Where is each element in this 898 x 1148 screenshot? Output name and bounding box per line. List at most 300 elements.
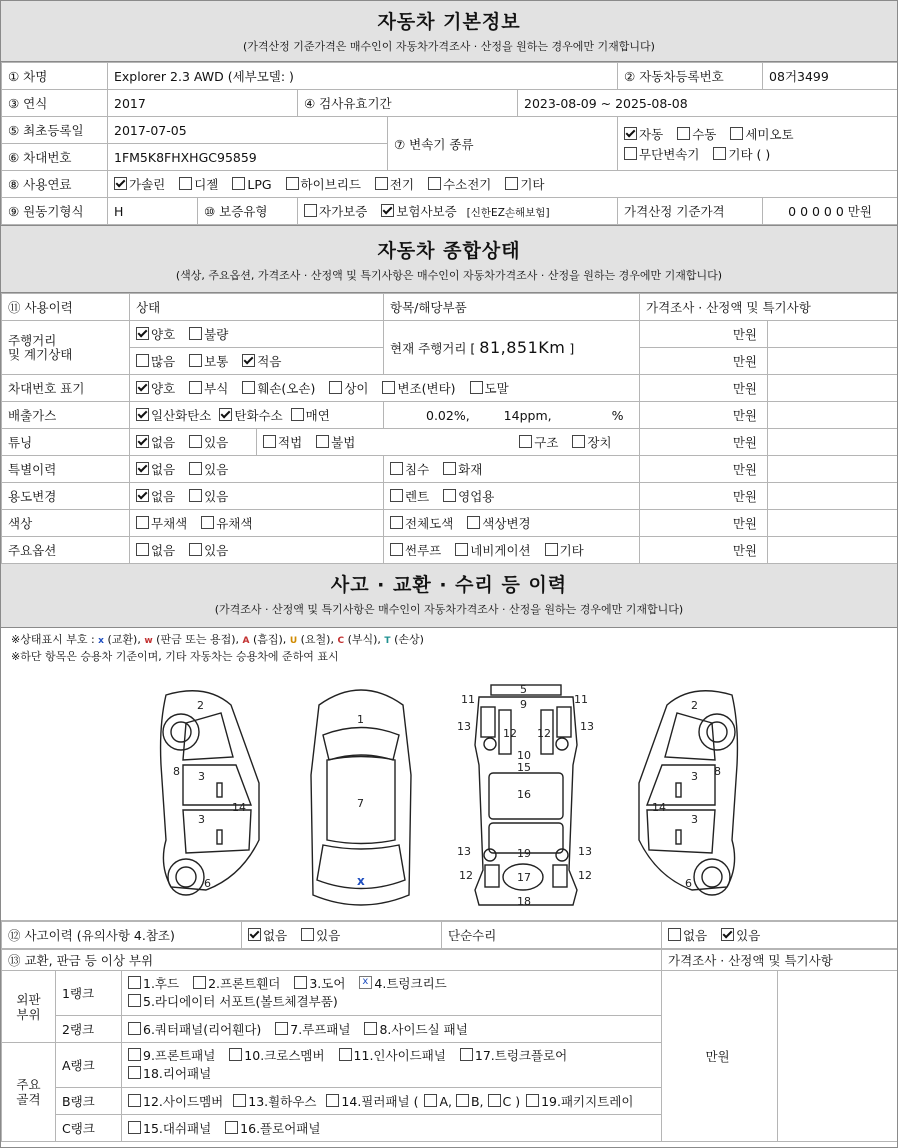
rankA-items [122, 1043, 662, 1088]
part-label-1: 1 [357, 713, 364, 726]
rankC-items [122, 1115, 662, 1142]
vin-mismatch-checkbox[interactable] [329, 381, 342, 394]
quarter-panel-label: 6.쿼터패널(리어휀다) [143, 1022, 262, 1037]
legend-t-symbol: T [384, 636, 391, 646]
pillar-b-label: B, [470, 1094, 484, 1109]
odometer-price-2: 만원 [640, 348, 768, 375]
repair-exists-checkbox[interactable] [721, 928, 734, 941]
part-label-3-right-lower: 3 [691, 813, 698, 826]
part-label-13-rear-left: 13 [457, 845, 471, 858]
accident-history-label: ⑫ 사고이력 (유의사항 4.참조) [2, 922, 242, 949]
legend-t-text: (손상) [394, 633, 424, 646]
engine-label: ⑨ 원동기형식 [2, 198, 108, 225]
warranty-options [298, 198, 618, 225]
legend-note: ※하단 항목은 승용차 기준이며, 기타 자동차는 승용차에 준하여 표시 [11, 650, 339, 663]
special-price: 만원 [640, 456, 768, 483]
full-paint-checkbox[interactable] [390, 516, 403, 529]
simple-repair-label: 단순수리 [442, 922, 662, 949]
vin-corrosion-label: 부식 [204, 381, 229, 396]
legend-prefix: ※상태표시 부호 : [11, 633, 95, 646]
part-label-11-right: 11 [574, 693, 588, 706]
fuel-label: ⑧ 사용연료 [2, 171, 108, 198]
tuning-detail [257, 429, 640, 456]
main-options-state [130, 537, 384, 564]
trunk-floor-checkbox[interactable] [460, 1048, 473, 1061]
special-exists-label: 있음 [204, 462, 229, 477]
mileage-few-checkbox[interactable] [242, 354, 255, 367]
pillar-a-label: A, [439, 1094, 452, 1109]
door-label: 3.도어 [309, 976, 346, 991]
hood-label: 1.후드 [143, 976, 180, 991]
front-fender-label: 2.프론트휀더 [208, 976, 281, 991]
car-name-label: ① 차명 [2, 63, 108, 90]
tuning-exists-label: 있음 [204, 435, 229, 450]
accident-header [1, 564, 897, 628]
vin-altered-label: 변조(변타) [397, 381, 456, 396]
options-none-checkbox[interactable] [136, 543, 149, 556]
accident-history-options [242, 922, 442, 949]
quarter-panel-checkbox[interactable] [128, 1022, 141, 1035]
status-header [1, 225, 897, 293]
fuel-diesel-checkbox[interactable] [179, 177, 192, 190]
options-exists-label: 있음 [204, 543, 229, 558]
fuel-diesel-label: 디젤 [194, 177, 219, 192]
front-fender-checkbox[interactable] [193, 976, 206, 989]
side-member-checkbox[interactable] [128, 1094, 141, 1107]
emission-note [768, 402, 898, 429]
status-title: 자동차 종합상태 [377, 240, 521, 262]
vin-corrosion-checkbox[interactable] [189, 381, 202, 394]
trans-manual-checkbox[interactable] [677, 127, 690, 140]
part-label-14-right: 14 [652, 801, 666, 814]
fuel-gasoline-checkbox[interactable] [114, 177, 127, 190]
radiator-support-label: 5.라디에이터 서포트(볼트체결부품) [143, 994, 338, 1009]
tuning-none-label: 없음 [151, 435, 176, 450]
tuning-illegal-label: 불법 [331, 435, 356, 450]
package-tray-checkbox[interactable] [526, 1094, 539, 1107]
fire-label: 화재 [458, 462, 483, 477]
vin-damage-label: 훼손(오손) [257, 381, 316, 396]
fuel-hybrid-checkbox[interactable] [286, 177, 299, 190]
achromatic-label: 무채색 [151, 516, 188, 531]
part-label-14-left: 14 [232, 801, 246, 814]
inside-panel-label: 11.인사이드패널 [353, 1048, 446, 1063]
options-price: 만원 [640, 537, 768, 564]
fuel-hybrid-label: 하이브리드 [300, 177, 361, 192]
legend-c-symbol: C [337, 636, 345, 646]
usage-change-state [130, 483, 384, 510]
parts-note [778, 971, 898, 1142]
wheel-house-label: 13.휠하우스 [248, 1094, 317, 1109]
special-state [130, 456, 384, 483]
vin-mismatch-label: 상이 [344, 381, 369, 396]
pillar-c-checkbox[interactable] [488, 1094, 501, 1107]
legend-c-text: (부식), [347, 633, 381, 646]
floor-panel-checkbox[interactable] [225, 1121, 238, 1134]
rankC-label: C랭크 [56, 1115, 122, 1142]
vin-smeared-label: 도말 [484, 381, 509, 396]
mileage-many-checkbox[interactable] [136, 354, 149, 367]
usage-exists-checkbox[interactable] [189, 489, 202, 502]
status-symbol-legend [1, 628, 897, 665]
simple-repair-options [662, 922, 898, 949]
fuel-electric-checkbox[interactable] [375, 177, 388, 190]
legend-x-symbol: x [98, 636, 104, 646]
emission-options [130, 402, 384, 429]
odometer-good-label: 양호 [151, 327, 176, 342]
vin-good-label: 양호 [151, 381, 176, 396]
fuel-hydrogen-checkbox[interactable] [428, 177, 441, 190]
trunk-replaced-mark: x [357, 874, 365, 888]
legend-u-text: (요철), [300, 633, 334, 646]
first-reg-label: ⑤ 최초등록일 [2, 117, 108, 144]
part-label-9: 9 [520, 698, 527, 711]
emission-hc-checkbox[interactable] [219, 408, 232, 421]
part-label-6-left: 6 [204, 877, 211, 890]
basic-info-title: 자동차 기본정보 [377, 11, 521, 33]
trans-cvt-checkbox[interactable] [624, 147, 637, 160]
odometer-note-2 [768, 348, 898, 375]
legend-w-symbol: w [144, 636, 153, 646]
part-label-8-right: 8 [714, 765, 721, 778]
transmission-options [618, 117, 898, 171]
tuning-price: 만원 [640, 429, 768, 456]
odometer-note-1 [768, 321, 898, 348]
business-label: 영업용 [458, 489, 495, 504]
odometer-price-1: 만원 [640, 321, 768, 348]
basic-info-header [1, 1, 897, 62]
col-price: 가격조사 · 산정액 및 특기사항 [640, 294, 898, 321]
navigation-checkbox[interactable] [455, 543, 468, 556]
emission-hc-value: 14ppm, [503, 407, 552, 423]
car-left-side-view [161, 691, 259, 895]
color-price: 만원 [640, 510, 768, 537]
part-label-12-rear-left: 12 [459, 869, 473, 882]
reg-no-label: ② 자동차등록번호 [618, 63, 763, 90]
special-label: 특별이력 [2, 456, 130, 483]
odometer-bad-checkbox[interactable] [189, 327, 202, 340]
rent-checkbox[interactable] [390, 489, 403, 502]
part-label-15: 15 [517, 761, 531, 774]
sunroof-checkbox[interactable] [390, 543, 403, 556]
trans-cvt-label: 무단변속기 [639, 146, 700, 162]
mileage-normal-checkbox[interactable] [189, 354, 202, 367]
roof-panel-checkbox[interactable] [275, 1022, 288, 1035]
pillar-panel-checkbox[interactable] [326, 1094, 339, 1107]
part-label-12-inner-right: 12 [537, 727, 551, 740]
part-label-7: 7 [357, 797, 364, 810]
part-label-12-inner-left: 12 [503, 727, 517, 740]
color-detail [384, 510, 640, 537]
mileage-many-label: 많음 [151, 354, 176, 369]
special-note [768, 456, 898, 483]
navigation-label: 네비게이션 [470, 543, 531, 558]
trans-other-checkbox[interactable] [713, 147, 726, 160]
fuel-lpg-checkbox[interactable] [232, 177, 245, 190]
trans-manual-label: 수동 [692, 126, 717, 142]
mileage-normal-label: 보통 [204, 354, 229, 369]
cross-member-label: 10.크로스멤버 [244, 1048, 325, 1063]
fuel-electric-label: 전기 [389, 177, 415, 192]
part-label-12-rear-right: 12 [578, 869, 592, 882]
usage-note [768, 483, 898, 510]
emission-values [384, 402, 640, 429]
rank1-items [122, 971, 662, 1016]
part-label-16: 16 [517, 788, 531, 801]
reg-no-value: 08거3499 [763, 63, 898, 90]
options-note [768, 537, 898, 564]
emission-co-value: 0.02%, [426, 407, 470, 423]
part-label-6-right: 6 [685, 877, 692, 890]
emission-smoke-value: % [611, 407, 624, 423]
rankB-label: B랭크 [56, 1088, 122, 1115]
inspection-value: 2023-08-09 ~ 2025-08-08 [518, 90, 898, 117]
part-label-2-right: 2 [691, 699, 698, 712]
status-table [1, 293, 898, 564]
main-frame-label: 주요 골격 [2, 1043, 56, 1142]
vin-smeared-checkbox[interactable] [470, 381, 483, 394]
usage-exists-label: 있음 [204, 489, 229, 504]
package-tray-label: 19.패키지트레이 [541, 1094, 634, 1109]
vin-damage-checkbox[interactable] [242, 381, 255, 394]
part-label-3-left-upper: 3 [198, 770, 205, 783]
basic-info-table [1, 62, 898, 225]
mileage-few-label: 적음 [257, 354, 282, 369]
trunk-lid-label: 4.트렁크리드 [374, 976, 447, 991]
trans-auto-label: 자동 [639, 126, 664, 142]
side-sill-checkbox[interactable] [364, 1022, 377, 1035]
col-state: 상태 [130, 294, 384, 321]
trans-other-label: 기타 ( ) [728, 146, 771, 162]
parts-header-label: ⑬ 교환, 판금 등 이상 부위 [2, 950, 662, 971]
col-history: ⑪ 사용이력 [2, 294, 130, 321]
part-label-18: 18 [517, 895, 531, 908]
vin-mark-options [130, 375, 640, 402]
car-parts-diagram [1, 665, 897, 921]
legend-a-text: (흠집), [252, 633, 287, 646]
warranty-self-checkbox[interactable] [304, 204, 317, 217]
fuel-other-label: 기타 [520, 177, 545, 192]
fuel-other-checkbox[interactable] [505, 177, 518, 190]
rear-panel-checkbox[interactable] [128, 1066, 141, 1079]
repair-exists-label: 있음 [736, 928, 761, 943]
fuel-lpg-label: LPG [247, 177, 272, 192]
legend-w-text: (판금 또는 용접), [156, 633, 239, 646]
vin-label: ⑥ 차대번호 [2, 144, 108, 171]
options-other-checkbox[interactable] [545, 543, 558, 556]
tuning-exists-checkbox[interactable] [189, 435, 202, 448]
color-label: 색상 [2, 510, 130, 537]
warranty-company: [신한EZ손해보험] [466, 207, 550, 219]
outer-panel-label: 외판 부위 [2, 971, 56, 1043]
year-label: ③ 연식 [2, 90, 108, 117]
odometer-bad-label: 불량 [204, 327, 229, 342]
trunk-lid-checkbox[interactable] [359, 976, 372, 989]
business-checkbox[interactable] [443, 489, 456, 502]
warranty-insurance-label: 보험사보증 [396, 204, 457, 219]
rent-label: 렌트 [405, 489, 430, 504]
current-mileage-value: 81,851Km [479, 338, 566, 357]
legend-x-text: (교환), [107, 633, 141, 646]
car-name-value: Explorer 2.3 AWD (세부모델: ) [108, 63, 618, 90]
chromatic-checkbox[interactable] [201, 516, 214, 529]
emission-hc-label: 탄화수소 [234, 408, 283, 423]
part-label-8-left: 8 [173, 765, 180, 778]
basic-info-subtitle: (가격산정 기준가격은 매수인이 자동차가격조사 · 산정을 원하는 경우에만 기재합니다) [243, 40, 655, 53]
trans-semi-checkbox[interactable] [730, 127, 743, 140]
vin-value: 1FM5K8FHXHGC95859 [108, 144, 388, 171]
rank2-label: 2랭크 [56, 1016, 122, 1043]
tuning-legal-checkbox[interactable] [263, 435, 276, 448]
door-checkbox[interactable] [294, 976, 307, 989]
part-label-3-left-lower: 3 [198, 813, 205, 826]
flood-checkbox[interactable] [390, 462, 403, 475]
special-none-checkbox[interactable] [136, 462, 149, 475]
odometer-state-row1 [130, 321, 384, 348]
warranty-insurance-checkbox[interactable] [381, 204, 394, 217]
current-mileage-close: ] [569, 341, 575, 356]
color-change-checkbox[interactable] [467, 516, 480, 529]
special-detail [384, 456, 640, 483]
rankB-items [122, 1088, 662, 1115]
accident-subtitle: (가격조사 · 산정액 및 특기사항은 매수인이 자동차가격조사 · 산정을 원하는 경우에만 기재합니다) [214, 603, 684, 616]
options-exists-checkbox[interactable] [189, 543, 202, 556]
floor-panel-label: 16.플로어패널 [240, 1121, 321, 1136]
fuel-hydrogen-label: 수소전기 [443, 177, 492, 192]
trunk-floor-label: 17.트렁크플로어 [474, 1048, 568, 1063]
cross-member-checkbox[interactable] [229, 1048, 242, 1061]
usage-none-checkbox[interactable] [136, 489, 149, 502]
tuning-none-checkbox[interactable] [136, 435, 149, 448]
accident-none-checkbox[interactable] [248, 928, 261, 941]
main-options-detail [384, 537, 640, 564]
emission-co-label: 일산화탄소 [151, 408, 212, 423]
side-member-label: 12.사이드멤버 [143, 1094, 224, 1109]
front-panel-label: 9.프론트패널 [143, 1048, 216, 1063]
usage-none-label: 없음 [151, 489, 176, 504]
color-change-label: 색상변경 [482, 516, 531, 531]
color-state [130, 510, 384, 537]
warranty-self-label: 자가보증 [319, 204, 368, 219]
accident-none-label: 없음 [263, 928, 288, 943]
tuning-legal-label: 적법 [278, 435, 303, 450]
tuning-device-label: 장치 [587, 435, 612, 450]
parts-price-header: 가격조사 · 산정액 및 특기사항 [662, 950, 898, 971]
vin-good-checkbox[interactable] [136, 381, 149, 394]
radiator-support-checkbox[interactable] [128, 994, 141, 1007]
car-right-side-view [639, 691, 737, 895]
roof-panel-label: 7.루프패널 [290, 1022, 351, 1037]
damaged-parts-table [1, 949, 898, 1142]
rank1-label: 1랭크 [56, 971, 122, 1016]
flood-label: 침수 [405, 462, 430, 477]
dash-panel-label: 15.대쉬패널 [143, 1121, 212, 1136]
warranty-label: ⑩ 보증유형 [198, 198, 298, 225]
options-none-label: 없음 [151, 543, 176, 558]
fuel-gasoline-label: 가솔린 [129, 177, 166, 192]
tuning-device-checkbox[interactable] [572, 435, 585, 448]
part-label-13-front-left: 13 [457, 720, 471, 733]
odometer-state-row2 [130, 348, 384, 375]
current-mileage [384, 321, 640, 375]
front-panel-checkbox[interactable] [128, 1048, 141, 1061]
part-label-13-front-right: 13 [580, 720, 594, 733]
pillar-panel-label: 14.필러패널 ( [341, 1094, 419, 1109]
pillar-a-checkbox[interactable] [424, 1094, 437, 1107]
transmission-label: ⑦ 변속기 종류 [388, 117, 618, 171]
special-none-label: 없음 [151, 462, 176, 477]
rankA-label: A랭크 [56, 1043, 122, 1088]
special-exists-checkbox[interactable] [189, 462, 202, 475]
first-reg-value: 2017-07-05 [108, 117, 388, 144]
rear-panel-label: 18.리어패널 [143, 1066, 212, 1081]
emission-smoke-label: 매연 [305, 408, 330, 423]
rank2-items [122, 1016, 662, 1043]
tuning-state [130, 429, 257, 456]
parts-price: 만원 [662, 971, 778, 1142]
vin-mark-note [768, 375, 898, 402]
price-basis-label: 가격산정 기준가격 [618, 198, 763, 225]
usage-change-detail [384, 483, 640, 510]
legend-a-symbol: A [242, 636, 250, 646]
part-label-17: 17 [517, 871, 531, 884]
full-paint-label: 전체도색 [405, 516, 454, 531]
vin-mark-price: 만원 [640, 375, 768, 402]
tuning-structure-label: 구조 [534, 435, 559, 450]
part-label-11-left: 11 [461, 693, 475, 706]
sunroof-label: 썬루프 [405, 543, 442, 558]
pillar-c-label: C ) [502, 1094, 521, 1109]
part-label-3-right-upper: 3 [691, 770, 698, 783]
emission-co-checkbox[interactable] [136, 408, 149, 421]
tuning-structure-checkbox[interactable] [519, 435, 532, 448]
emission-price: 만원 [640, 402, 768, 429]
repair-none-checkbox[interactable] [668, 928, 681, 941]
tuning-illegal-checkbox[interactable] [316, 435, 329, 448]
pillar-b-checkbox[interactable] [456, 1094, 469, 1107]
emission-smoke-checkbox[interactable] [291, 408, 304, 421]
status-subtitle: (색상, 주요옵션, 가격조사 · 산정액 및 특기사항은 매수인이 자동차가격조사 · 산정을 원하는 경우에만 기재합니다) [175, 269, 723, 282]
part-label-19: 19 [517, 847, 531, 860]
trans-auto-checkbox[interactable] [624, 127, 637, 140]
accident-exists-checkbox[interactable] [301, 928, 314, 941]
chromatic-label: 유채색 [216, 516, 253, 531]
vin-mark-label: 차대번호 표기 [2, 375, 130, 402]
tuning-label: 튜닝 [2, 429, 130, 456]
accident-exists-label: 있음 [316, 928, 341, 943]
dash-panel-checkbox[interactable] [128, 1121, 141, 1134]
accident-history-table [1, 921, 898, 949]
achromatic-checkbox[interactable] [136, 516, 149, 529]
fire-checkbox[interactable] [443, 462, 456, 475]
side-sill-label: 8.사이드실 패널 [379, 1022, 468, 1037]
legend-u-symbol: U [289, 636, 298, 646]
odometer-label: 주행거리 및 계기상태 [2, 321, 130, 375]
tuning-note [768, 429, 898, 456]
odometer-good-checkbox[interactable] [136, 327, 149, 340]
wheel-house-checkbox[interactable] [233, 1094, 246, 1107]
part-label-2-left: 2 [197, 699, 204, 712]
hood-checkbox[interactable] [128, 976, 141, 989]
trans-semi-label: 세미오토 [745, 126, 794, 142]
part-label-10: 10 [517, 749, 531, 762]
year-value: 2017 [108, 90, 298, 117]
vin-altered-checkbox[interactable] [382, 381, 395, 394]
color-note [768, 510, 898, 537]
fuel-options [108, 171, 898, 198]
main-options-label: 주요옵션 [2, 537, 130, 564]
inside-panel-checkbox[interactable] [339, 1048, 352, 1061]
